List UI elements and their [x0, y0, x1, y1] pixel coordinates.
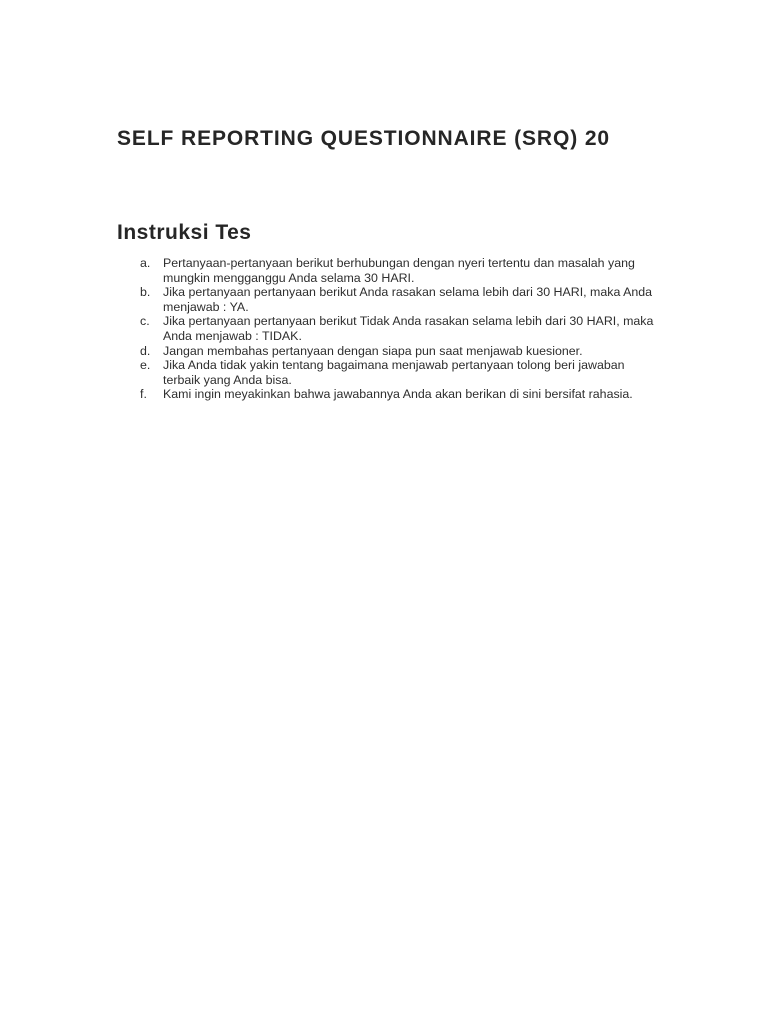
instruction-text: Jika Anda tidak yakin tentang bagaimana menjawab pertanyaan tolong beri jawaban terbaik yang Anda bisa.: [163, 358, 625, 387]
list-marker: e.: [140, 358, 151, 373]
instruction-item-c: [117, 314, 657, 343]
list-marker: b.: [140, 285, 151, 300]
instruction-item-f: [117, 387, 657, 402]
instruction-text: Jika pertanyaan pertanyaan berikut Anda rasakan selama lebih dari 30 HARI, maka Anda menjawab : YA.: [163, 285, 653, 314]
list-marker: a.: [140, 256, 151, 270]
instruction-text: Pertanyaan-pertanyaan berikut berhubungan dengan nyeri tertentu dan masalah yang mungkin mengganggu Anda selama 30 HARI.: [163, 256, 635, 285]
instruction-item-e: [117, 358, 657, 387]
document-title: SELF REPORTING QUESTIONNAIRE (SRQ) 20: [117, 127, 611, 150]
instruction-item-b: [117, 285, 657, 314]
instruction-item-d: [117, 344, 657, 359]
instruction-text: Jangan membahas pertanyaan dengan siapa pun saat menjawab kuesioner.: [163, 343, 583, 358]
list-marker: c.: [140, 314, 150, 329]
instruction-text: Jika pertanyaan pertanyaan berikut Tidak Anda rasakan selama lebih dari 30 HARI, maka Anda menjawab : TIDAK.: [163, 314, 654, 343]
section-heading: Instruksi Tes: [117, 221, 252, 244]
list-marker: d.: [140, 343, 151, 358]
instruction-item-a: [117, 256, 657, 285]
instruction-list: [117, 256, 657, 402]
instruction-text: Kami ingin meyakinkan bahwa jawabannya Anda akan berikan di sini bersifat rahasia.: [163, 387, 633, 402]
list-marker: f.: [140, 387, 147, 402]
